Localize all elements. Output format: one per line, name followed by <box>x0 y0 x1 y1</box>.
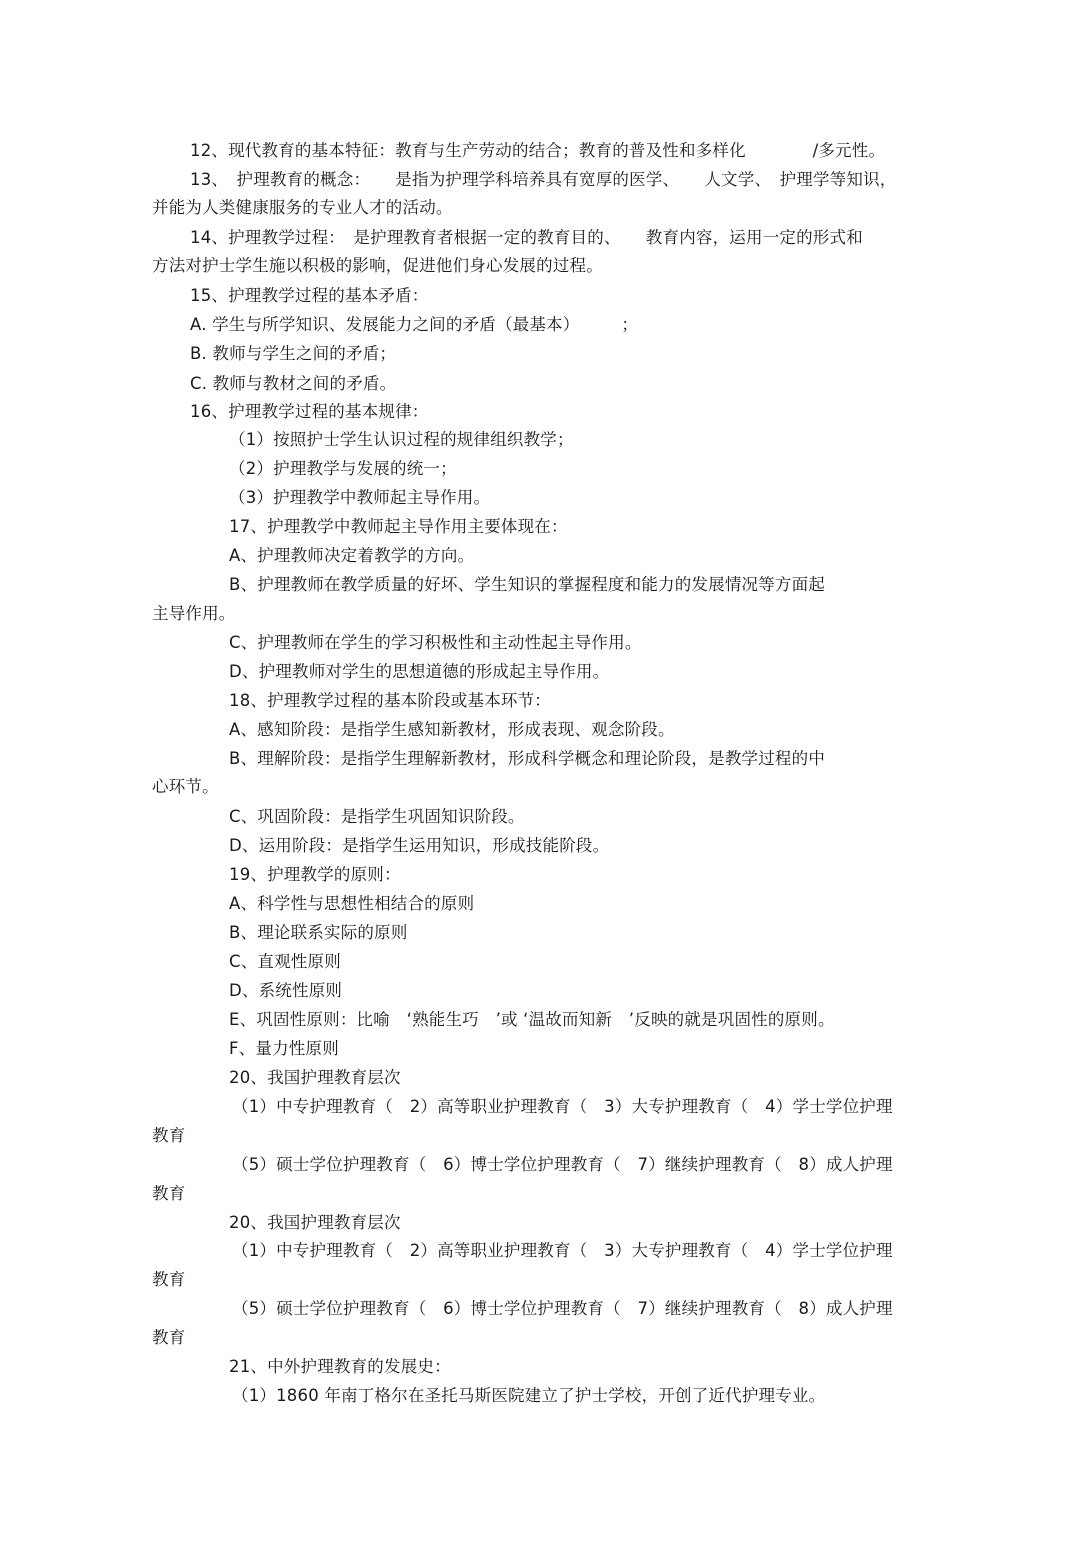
text-line: 14、护理教学过程： 是护理教育者根据一定的教育目的、 教育内容，运用一定的形式和 <box>190 228 863 247</box>
text-line: （1）按照护士学生认识过程的规律组织教学； <box>229 430 574 449</box>
text-line: （1）中专护理教育（ 2）高等职业护理教育（ 3）大专护理教育（ 4）学士学位护理 <box>232 1097 893 1116</box>
text-line: A. 学生与所学知识、发展能力之间的矛盾（最基本） ； <box>190 315 639 334</box>
text-line: D、系统性原则 <box>229 981 343 1000</box>
text-line: B、护理教师在教学质量的好坏、学生知识的掌握程度和能力的发展情况等方面起 <box>229 575 826 594</box>
text-line: A、感知阶段：是指学生感知新教材，形成表现、观念阶段。 <box>229 720 675 739</box>
text-line: 12、现代教育的基本特征：教育与生产劳动的结合；教育的普及性和多样化 /多元性。 <box>190 141 886 160</box>
text-line: B. 教师与学生之间的矛盾； <box>190 344 397 363</box>
text-line: C、巩固阶段：是指学生巩固知识阶段。 <box>229 807 525 826</box>
text-line: 18、护理教学过程的基本阶段或基本环节： <box>229 691 551 710</box>
text-line: C. 教师与教材之间的矛盾。 <box>190 374 397 393</box>
text-line: C、护理教师在学生的学习积极性和主动性起主导作用。 <box>229 633 642 652</box>
text-line: F、量力性原则 <box>229 1039 339 1058</box>
text-line: 方法对护士学生施以积极的影响，促进他们身心发展的过程。 <box>152 256 603 275</box>
text-line: 教育 <box>152 1328 186 1347</box>
text-line: 20、我国护理教育层次 <box>229 1213 401 1232</box>
text-line: 教育 <box>152 1126 186 1145</box>
text-line: 教育 <box>152 1184 186 1203</box>
text-line: （1）中专护理教育（ 2）高等职业护理教育（ 3）大专护理教育（ 4）学士学位护理 <box>232 1241 893 1260</box>
text-line: 20、我国护理教育层次 <box>229 1068 401 1087</box>
text-line: 21、中外护理教育的发展史： <box>229 1357 451 1376</box>
text-line: （1）1860 年南丁格尔在圣托马斯医院建立了护士学校，开创了近代护理专业。 <box>232 1386 826 1405</box>
text-line: 心环节。 <box>152 777 219 796</box>
text-line: （5）硕士学位护理教育（ 6）博士学位护理教育（ 7）继续护理教育（ 8）成人护理 <box>232 1299 893 1318</box>
text-line: B、理解阶段：是指学生理解新教材，形成科学概念和理论阶段，是教学过程的中 <box>229 749 826 768</box>
text-line: D、运用阶段：是指学生运用知识，形成技能阶段。 <box>229 836 610 855</box>
text-line: （2）护理教学与发展的统一； <box>229 459 457 478</box>
text-line: 15、护理教学过程的基本矛盾： <box>190 286 429 305</box>
text-line: A、科学性与思想性相结合的原则 <box>229 894 475 913</box>
text-line: B、理论联系实际的原则 <box>229 923 408 942</box>
text-line: （5）硕士学位护理教育（ 6）博士学位护理教育（ 7）继续护理教育（ 8）成人护理 <box>232 1155 893 1174</box>
text-line: A、护理教师决定着教学的方向。 <box>229 546 475 565</box>
text-line: 教育 <box>152 1270 186 1289</box>
text-line: C、直观性原则 <box>229 952 341 971</box>
text-line: 16、护理教学过程的基本规律： <box>190 402 429 421</box>
text-line: 并能为人类健康服务的专业人才的活动。 <box>152 198 453 217</box>
text-line: （3）护理教学中教师起主导作用。 <box>229 488 491 507</box>
text-line: 主导作用。 <box>152 604 236 623</box>
text-line: E、巩固性原则：比喻 ‘熟能生巧 ’或 ‘温故而知新 ’反映的就是巩固性的原则。 <box>229 1010 835 1029</box>
text-line: 19、护理教学的原则： <box>229 865 401 884</box>
text-line: 17、护理教学中教师起主导作用主要体现在： <box>229 517 568 536</box>
text-line: 13、 护理教育的概念： 是指为护理学科培养具有宽厚的医学、 人文学、 护理学等知识， <box>190 170 897 189</box>
text-line: D、护理教师对学生的思想道德的形成起主导作用。 <box>229 662 610 681</box>
